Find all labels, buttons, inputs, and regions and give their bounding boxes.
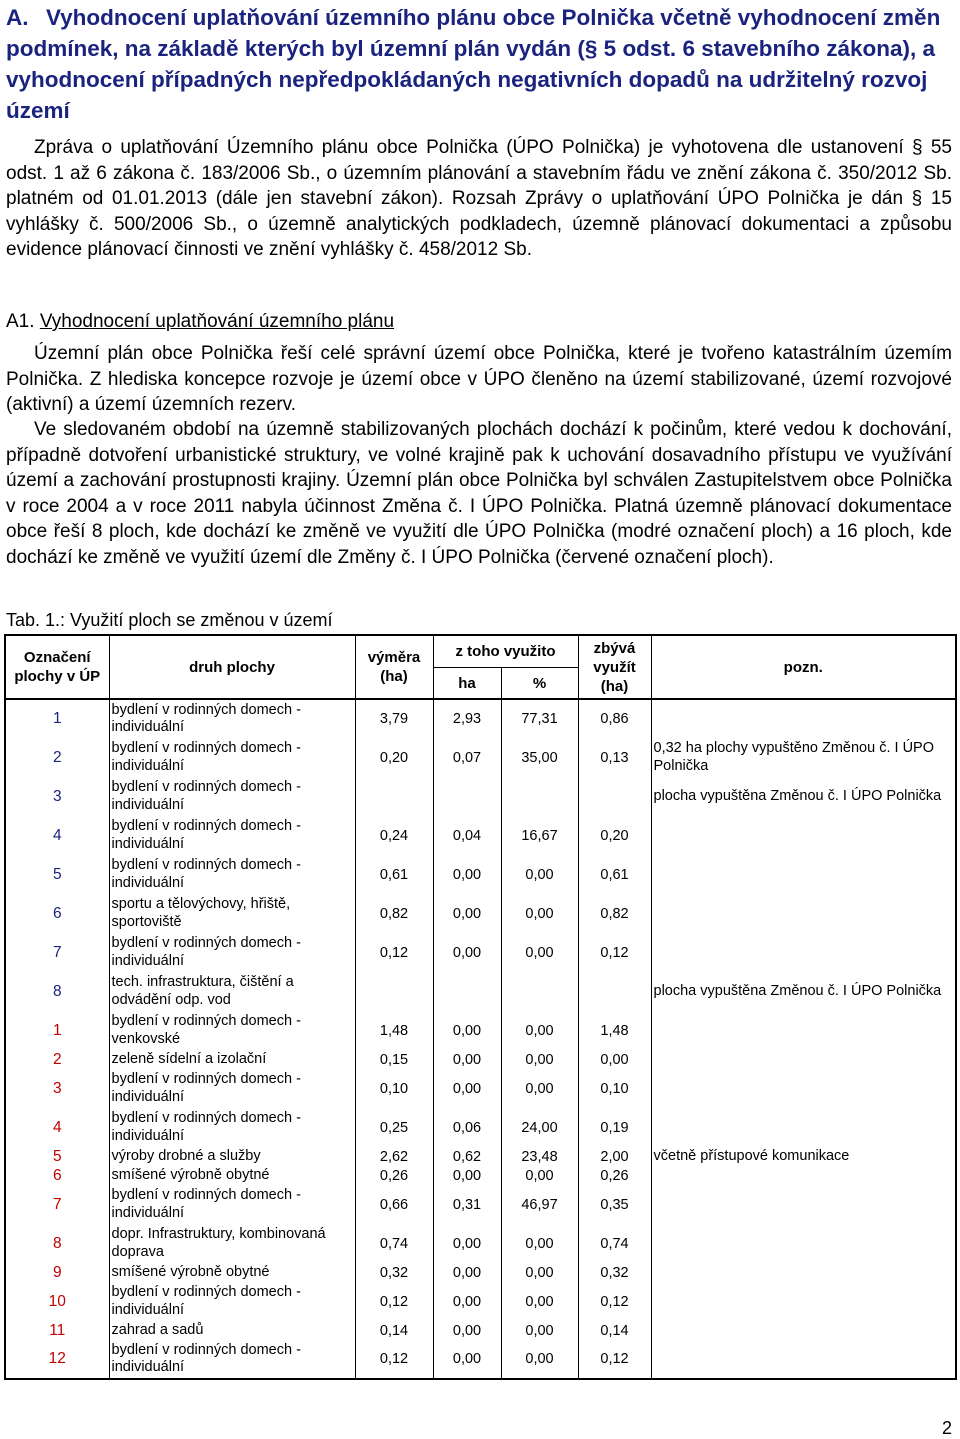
cell-oznaceni: 10: [5, 1282, 109, 1321]
cell-pct: 0,00: [501, 1224, 578, 1263]
cell-pct: 46,97: [501, 1185, 578, 1224]
cell-vymera: 0,26: [355, 1166, 433, 1185]
cell-zbyva: 0,20: [578, 816, 651, 855]
cell-ha: 0,00: [433, 1282, 501, 1321]
cell-druh: výroby drobné a služby: [109, 1147, 355, 1166]
table-row: [5, 1321, 956, 1340]
paragraph-2: Územní plán obce Polnička řeší celé správní území obce Polnička, které je tvořeno katastrálním územím Polnička. Z hlediska koncepce rozvoje je území obce v ÚPO členěno na území stabilizované, území rozvojové (aktivní) a území územních rezerv.: [6, 343, 952, 415]
cell-pozn: [651, 816, 956, 855]
cell-pozn: plocha vypuštěna Změnou č. I ÚPO Polnička: [653, 982, 942, 999]
cell-pct: 24,00: [501, 1108, 578, 1147]
table-caption: Tab. 1.: Využití ploch se změnou v území: [6, 610, 333, 630]
cell-oznaceni: 4: [5, 816, 109, 855]
cell-oznaceni: 1: [5, 699, 109, 738]
table-row: [5, 1147, 956, 1166]
cell-zbyva: 0,32: [578, 1263, 651, 1282]
cell-pozn: [651, 1108, 956, 1147]
cell-pct: 0,00: [501, 1011, 578, 1050]
cell-vymera: 0,10: [355, 1069, 433, 1108]
heading-number: A.: [6, 5, 29, 30]
cell-zbyva: 0,61: [578, 855, 651, 894]
cell-vymera: [355, 777, 433, 816]
cell-vymera: 3,79: [355, 699, 433, 738]
cell-druh: bydlení v rodinných domech - individuální: [109, 699, 355, 738]
cell-ha: 0,00: [433, 1050, 501, 1069]
header-z-toho: z toho využito: [433, 635, 578, 668]
table-row: [5, 972, 956, 1011]
header-druh: druh plochy: [109, 635, 355, 699]
table-row: [5, 816, 956, 855]
cell-zbyva: 0,82: [578, 894, 651, 933]
cell-oznaceni: 9: [5, 1263, 109, 1282]
cell-pozn: [651, 1011, 956, 1050]
cell-zbyva: 0,74: [578, 1224, 651, 1263]
cell-druh: bydlení v rodinných domech - individuální: [109, 855, 355, 894]
section-heading: [6, 2, 954, 126]
cell-oznaceni: 2: [5, 1050, 109, 1069]
cell-ha: 2,93: [433, 699, 501, 738]
cell-pct: 0,00: [501, 1340, 578, 1379]
cell-zbyva: 0,12: [578, 1340, 651, 1379]
cell-druh: bydlení v rodinných domech - individuální: [109, 933, 355, 972]
cell-oznaceni: 5: [5, 1147, 109, 1166]
cell-vymera: 2,62: [355, 1147, 433, 1166]
cell-pozn: [651, 1263, 956, 1282]
cell-pozn: [651, 855, 956, 894]
cell-druh: bydlení v rodinných domech - individuální: [109, 738, 355, 777]
cell-oznaceni: 8: [5, 1224, 109, 1263]
cell-vymera: 0,20: [355, 738, 433, 777]
cell-zbyva: 2,00: [578, 1147, 651, 1166]
cell-pct: 0,00: [501, 1069, 578, 1108]
table-body: [5, 699, 956, 1379]
cell-pozn: 0,32 ha plochy vypuštěno Změnou č. I ÚPO Polnička: [653, 740, 934, 774]
cell-vymera: [355, 972, 433, 1011]
table-row: [5, 1108, 956, 1147]
cell-ha: 0,00: [433, 1166, 501, 1185]
section-a1-title: [6, 309, 394, 334]
cell-druh: zeleně sídelní a izolační: [109, 1050, 355, 1069]
cell-ha: 0,00: [433, 1069, 501, 1108]
cell-pozn: [651, 1050, 956, 1069]
table-row: [5, 1263, 956, 1282]
cell-zbyva: [578, 972, 651, 1011]
table-row: [5, 699, 956, 738]
cell-oznaceni: 4: [5, 1108, 109, 1147]
cell-pozn: [651, 933, 956, 972]
section-a1-number: A1.: [6, 311, 35, 332]
cell-pct: 0,00: [501, 1050, 578, 1069]
cell-oznaceni: 12: [5, 1340, 109, 1379]
cell-pct: 77,31: [501, 699, 578, 738]
cell-ha: 0,00: [433, 1263, 501, 1282]
cell-ha: 0,00: [433, 933, 501, 972]
cell-pct: [501, 777, 578, 816]
cell-pct: 0,00: [501, 933, 578, 972]
cell-oznaceni: 3: [5, 777, 109, 816]
paragraph-3: Ve sledovaném období na územně stabilizovaných plochách dochází k počinům, které vedou k dochování, případně dotvoření urbanistické struktury, ve volné krajině pak k uchování dosavadního přístupu ve využívání území a zachování prostupnosti krajiny. Územní plán obce Polnička byl schválen Zastupitelstvem obce Polnička v roce 2004 a v roce 2011 nabyla účinnost Změna č. I ÚPO Polnička. Platná územně plánovací dokumentace obce řeší 8 ploch, kde dochází ke změně ve využití dle ÚPO Polnička (modré označení ploch) a 16 ploch, kde dochází ke změně ve využití území dle Změny č. I ÚPO Polnička (červené označení ploch).: [6, 419, 952, 568]
cell-oznaceni: 2: [5, 738, 109, 777]
cell-vymera: 0,66: [355, 1185, 433, 1224]
cell-pct: [501, 972, 578, 1011]
table-row: [5, 1050, 956, 1069]
cell-zbyva: 0,13: [578, 738, 651, 777]
header-vymera: výměra (ha): [355, 635, 433, 699]
table-row: [5, 933, 956, 972]
cell-oznaceni: 5: [5, 855, 109, 894]
cell-druh: bydlení v rodinných domech - venkovské: [109, 1011, 355, 1050]
cell-druh: bydlení v rodinných domech - individuální: [109, 1069, 355, 1108]
cell-druh: bydlení v rodinných domech - individuální: [109, 816, 355, 855]
cell-pozn: [651, 1282, 956, 1321]
cell-ha: 0,00: [433, 1340, 501, 1379]
header-zbyva: zbývá využít (ha): [578, 635, 651, 699]
cell-pct: 16,67: [501, 816, 578, 855]
cell-oznaceni: 11: [5, 1321, 109, 1340]
cell-vymera: 0,61: [355, 855, 433, 894]
table-row: [5, 1166, 956, 1185]
cell-ha: 0,31: [433, 1185, 501, 1224]
page-number: 2: [941, 1418, 952, 1438]
table-row: [5, 1185, 956, 1224]
table-row: [5, 855, 956, 894]
cell-oznaceni: 3: [5, 1069, 109, 1108]
section-a1-text: Vyhodnocení uplatňování územního plánu: [39, 311, 395, 332]
cell-pozn: plocha vypuštěna Změnou č. I ÚPO Polnička: [653, 787, 942, 804]
cell-druh: sportu a tělovýchovy, hřiště, sportoviště: [109, 894, 355, 933]
header-ha: ha: [433, 668, 501, 700]
cell-druh: smíšené výrobně obytné: [109, 1166, 355, 1185]
cell-zbyva: [578, 777, 651, 816]
cell-pct: 0,00: [501, 1282, 578, 1321]
cell-pct: 35,00: [501, 738, 578, 777]
cell-ha: 0,00: [433, 894, 501, 933]
cell-zbyva: 0,19: [578, 1108, 651, 1147]
cell-pozn: [651, 1340, 956, 1379]
header-pozn: pozn.: [651, 635, 956, 699]
cell-vymera: 0,12: [355, 1282, 433, 1321]
cell-vymera: 0,14: [355, 1321, 433, 1340]
cell-pct: 23,48: [501, 1147, 578, 1166]
cell-zbyva: 0,10: [578, 1069, 651, 1108]
cell-pct: 0,00: [501, 1263, 578, 1282]
land-use-table: [4, 634, 957, 1380]
cell-vymera: 0,25: [355, 1108, 433, 1147]
cell-pozn: [651, 1185, 956, 1224]
cell-vymera: 0,12: [355, 1340, 433, 1379]
cell-ha: 0,06: [433, 1108, 501, 1147]
cell-zbyva: 0,14: [578, 1321, 651, 1340]
cell-druh: bydlení v rodinných domech - individuální: [109, 777, 355, 816]
cell-pozn: [651, 1321, 956, 1340]
cell-pozn: [651, 894, 956, 933]
table-row: [5, 1011, 956, 1050]
header-pct: %: [501, 668, 578, 700]
cell-vymera: 0,12: [355, 933, 433, 972]
cell-oznaceni: 7: [5, 1185, 109, 1224]
cell-ha: 0,00: [433, 855, 501, 894]
cell-ha: 0,62: [433, 1147, 501, 1166]
cell-druh: bydlení v rodinných domech - individuální: [109, 1108, 355, 1147]
cell-ha: [433, 777, 501, 816]
cell-vymera: 0,32: [355, 1263, 433, 1282]
cell-vymera: 0,82: [355, 894, 433, 933]
cell-pozn: včetně přístupové komunikace: [653, 1147, 850, 1164]
cell-ha: 0,00: [433, 1321, 501, 1340]
cell-oznaceni: 1: [5, 1011, 109, 1050]
cell-druh: dopr. Infrastruktury, kombinovaná doprava: [109, 1224, 355, 1263]
header-oznaceni: Označení plochy v ÚP: [5, 635, 109, 699]
cell-druh: tech. infrastruktura, čištění a odvádění odp. vod: [109, 972, 355, 1011]
cell-zbyva: 0,12: [578, 933, 651, 972]
cell-zbyva: 0,00: [578, 1050, 651, 1069]
cell-pozn: [651, 699, 956, 738]
cell-vymera: 0,74: [355, 1224, 433, 1263]
cell-pozn: [651, 1166, 956, 1185]
table-row: [5, 1282, 956, 1321]
heading-text: Vyhodnocení uplatňování územního plánu obce Polnička včetně vyhodnocení změn podmínek, na základě kterých byl územní plán vydán (§ 5 odst. 6 stavebního zákona), a vyhodnocení případných nepředpokládaných negativních dopadů na udržitelný rozvoj území: [6, 5, 941, 123]
table-row: [5, 1340, 956, 1379]
table-row: [5, 1069, 956, 1108]
cell-ha: 0,04: [433, 816, 501, 855]
cell-oznaceni: 7: [5, 933, 109, 972]
cell-zbyva: 0,26: [578, 1166, 651, 1185]
cell-pct: 0,00: [501, 1166, 578, 1185]
cell-druh: bydlení v rodinných domech - individuální: [109, 1282, 355, 1321]
cell-oznaceni: 6: [5, 894, 109, 933]
cell-ha: [433, 972, 501, 1011]
cell-druh: zahrad a sadů: [109, 1321, 355, 1340]
table-header-row-1: [5, 635, 956, 668]
cell-vymera: 0,15: [355, 1050, 433, 1069]
cell-oznaceni: 6: [5, 1166, 109, 1185]
cell-pozn: [651, 1069, 956, 1108]
cell-ha: 0,00: [433, 1224, 501, 1263]
cell-pct: 0,00: [501, 1321, 578, 1340]
cell-druh: bydlení v rodinných domech - individuální: [109, 1185, 355, 1224]
table-row: [5, 738, 956, 777]
cell-zbyva: 0,12: [578, 1282, 651, 1321]
cell-ha: 0,00: [433, 1011, 501, 1050]
cell-pct: 0,00: [501, 855, 578, 894]
cell-pct: 0,00: [501, 894, 578, 933]
table-row: [5, 894, 956, 933]
cell-vymera: 0,24: [355, 816, 433, 855]
table-row: [5, 1224, 956, 1263]
cell-pozn: [651, 1224, 956, 1263]
cell-ha: 0,07: [433, 738, 501, 777]
cell-oznaceni: 8: [5, 972, 109, 1011]
cell-vymera: 1,48: [355, 1011, 433, 1050]
table-row: [5, 777, 956, 816]
cell-druh: smíšené výrobně obytné: [109, 1263, 355, 1282]
cell-zbyva: 0,35: [578, 1185, 651, 1224]
intro-paragraph: Zpráva o uplatňování Územního plánu obce Polnička (ÚPO Polnička) je vyhotovena dle ustanovení § 55 odst. 1 až 6 zákona č. 183/2006 Sb., o územním plánování a stavebním řádu ve znění zákona č. 350/2012 Sb. platném od 01.01.2013 (dále jen stavební zákon). Rozsah Zprávy o uplatňování ÚPO Polnička je dán § 15 vyhlášky č. 500/2006 Sb., o územně analytických podkladech, územně plánovací dokumentaci a způsobu evidence plánovací činnosti ve znění vyhlášky č. 458/2012 Sb.: [6, 137, 952, 260]
cell-zbyva: 0,86: [578, 699, 651, 738]
cell-druh: bydlení v rodinných domech - individuální: [109, 1340, 355, 1379]
cell-zbyva: 1,48: [578, 1011, 651, 1050]
